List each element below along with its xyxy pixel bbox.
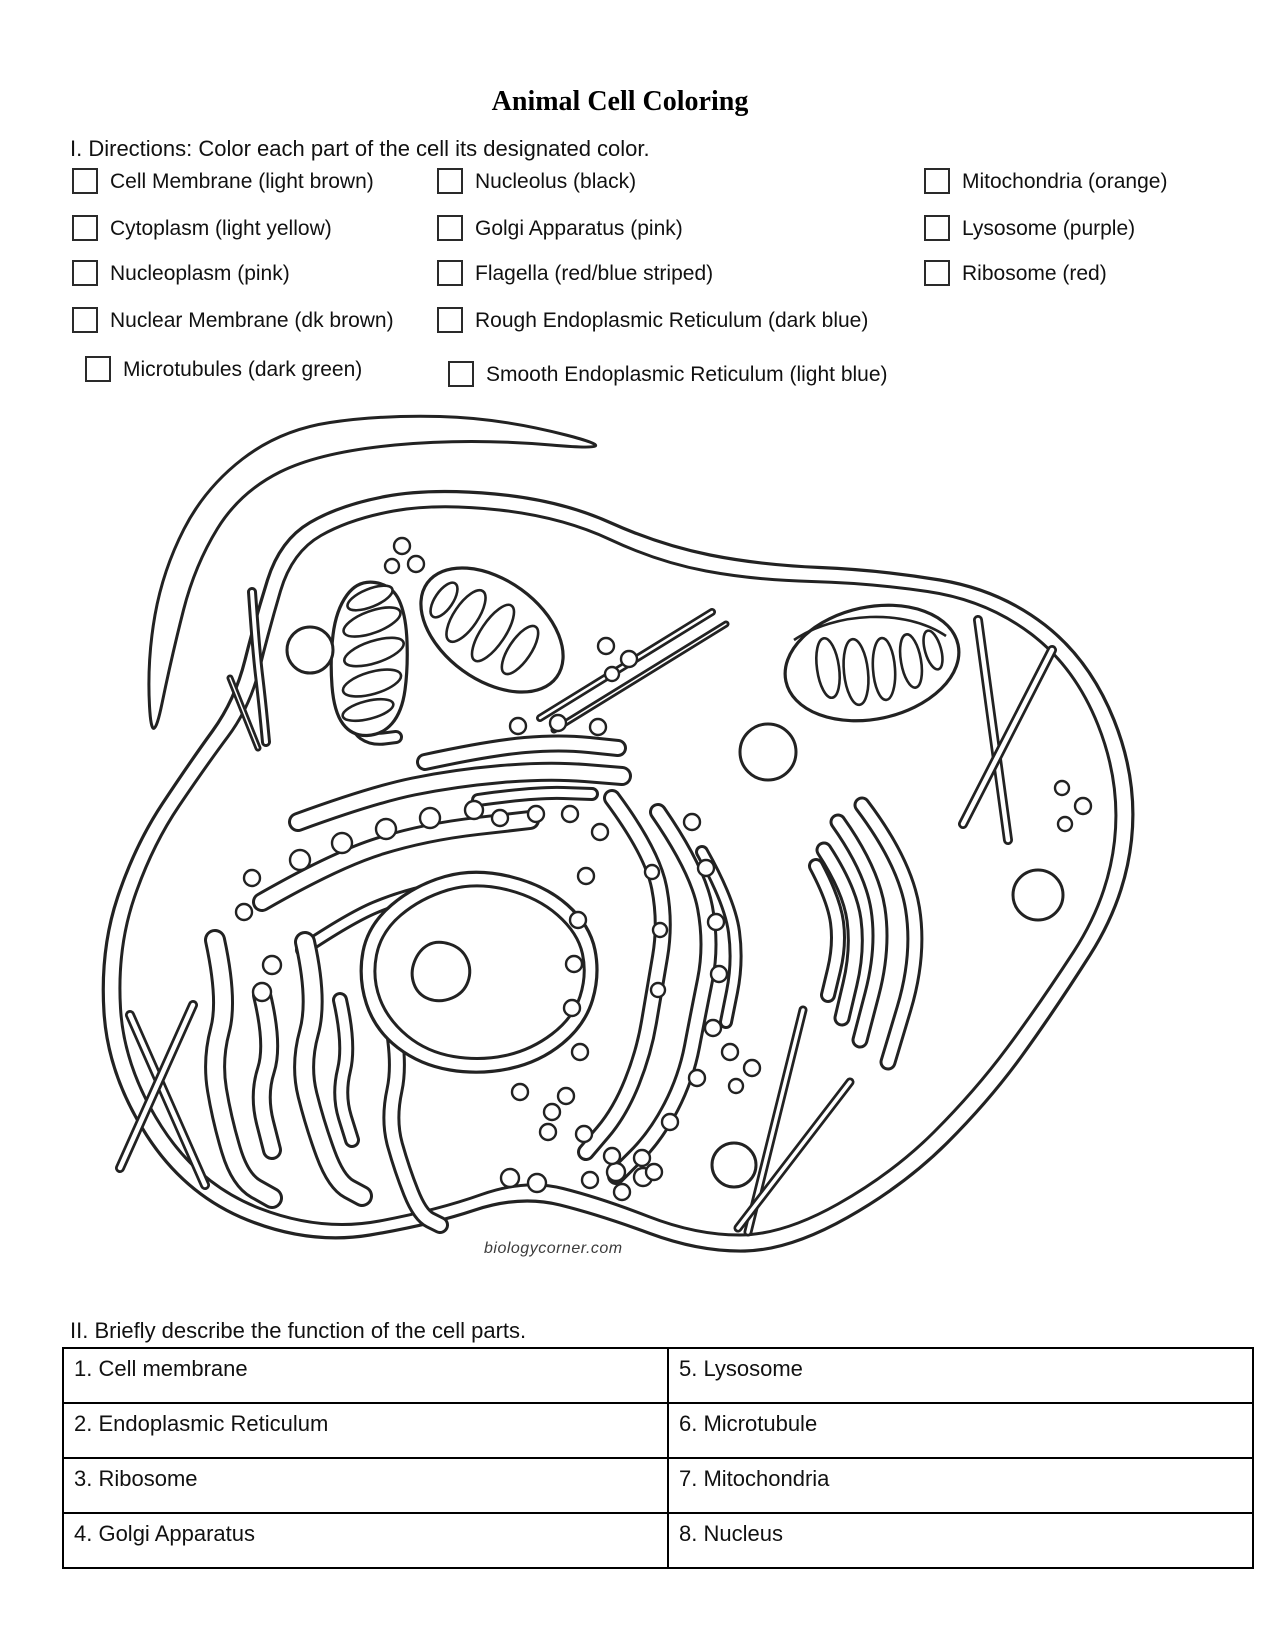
checklist-item-label: Mitochondria (orange) [962,170,1168,193]
cell-membrane [103,492,1133,1252]
table-row [63,1458,1253,1513]
checkbox-lysosome[interactable] [924,215,950,241]
function-endoplasmic-reticulum: 2. Endoplasmic Reticulum [63,1403,668,1458]
checkbox-flagella[interactable] [437,260,463,286]
checkbox-nucleoplasm[interactable] [72,260,98,286]
mitochondrion [331,581,407,736]
function-ribosome: 3. Ribosome [63,1458,668,1513]
checklist-item-label: Smooth Endoplasmic Reticulum (light blue) [486,363,888,386]
checklist-item-label: Nucleolus (black) [475,170,637,193]
function-golgi-apparatus: 4. Golgi Apparatus [63,1513,668,1568]
mitochondrion [398,543,586,718]
checkbox-microtubules[interactable] [85,356,111,382]
ribosomes [236,538,1091,1200]
microtubules [120,592,1052,1232]
checkbox-rough-er[interactable] [437,307,463,333]
checklist-item-label: Lysosome (purple) [962,217,1136,240]
golgi-apparatus [816,805,915,1062]
function-mitochondria: 7. Mitochondria [668,1458,1253,1513]
table-row [63,1348,1253,1403]
checklist-item-label: Microtubules (dark green) [123,358,363,381]
lysosome-vesicles [287,627,1063,1187]
functions-heading: II. Briefly describe the function of the cell parts. [70,1318,527,1343]
smooth-er [215,940,440,1225]
checklist-item-label: Cytoplasm (light yellow) [110,217,332,240]
function-lysosome: 5. Lysosome [668,1348,1253,1403]
rough-er [262,706,736,1176]
checklist-item-label: Rough Endoplasmic Reticulum (dark blue) [475,309,869,332]
checklist-item-label: Nucleoplasm (pink) [110,262,290,285]
checklist-item-label: Golgi Apparatus (pink) [475,217,683,240]
checkbox-nuclear-membrane[interactable] [72,307,98,333]
checkbox-cytoplasm[interactable] [72,215,98,241]
checklist-item-label: Ribosome (red) [962,262,1107,285]
functions-table [62,1347,1254,1569]
flagellum [149,416,596,728]
checkbox-ribosome[interactable] [924,260,950,286]
function-cell-membrane: 1. Cell membrane [63,1348,668,1403]
nucleolus [412,942,470,1001]
function-nucleus: 8. Nucleus [668,1513,1253,1568]
table-row [63,1403,1253,1458]
watermark: biologycorner.com [484,1240,623,1257]
checkbox-mitochondria[interactable] [924,168,950,194]
checklist-item-label: Cell Membrane (light brown) [110,170,374,193]
checkbox-golgi-apparatus[interactable] [437,215,463,241]
checkbox-nucleolus[interactable] [437,168,463,194]
checklist-item-label: Flagella (red/blue striped) [475,262,714,285]
directions-heading: I. Directions: Color each part of the cell its designated color. [70,136,650,161]
nucleus [361,872,597,1072]
page-title: Animal Cell Coloring [491,86,749,117]
checkbox-cell-membrane[interactable] [72,168,98,194]
checkbox-smooth-er[interactable] [448,361,474,387]
function-microtubule: 6. Microtubule [668,1403,1253,1458]
table-row [63,1513,1253,1568]
mitochondrion [774,590,969,736]
checklist-item-label: Nuclear Membrane (dk brown) [110,309,394,332]
